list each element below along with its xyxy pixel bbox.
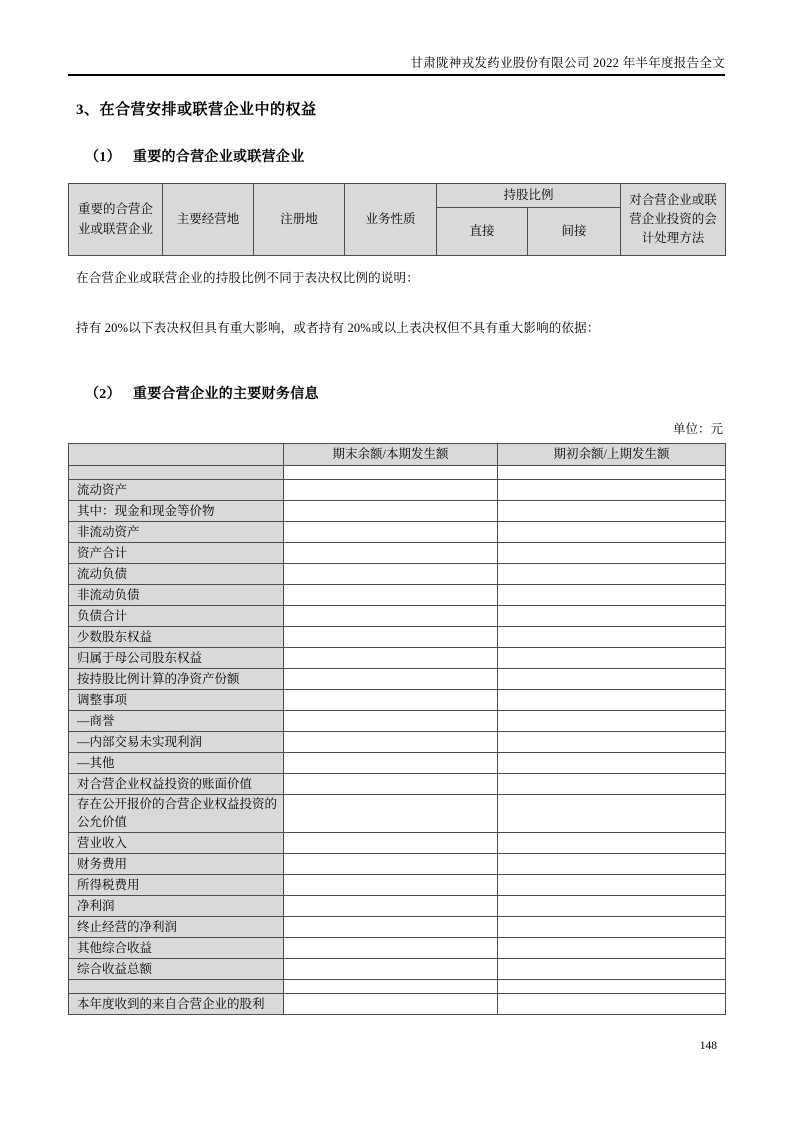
value-cell-prior [498, 774, 726, 795]
value-cell-prior [498, 711, 726, 732]
value-cell-prior [498, 627, 726, 648]
row-label-cell: 对合营企业权益投资的账面价值 [69, 774, 284, 795]
value-cell-prior [498, 480, 726, 501]
table-row [69, 585, 726, 606]
row-label-cell: 存在公开报价的合营企业权益投资的公允价值 [69, 795, 284, 833]
value-cell-prior [498, 980, 726, 994]
row-label-cell: 调整事项 [69, 690, 284, 711]
table-row [69, 522, 726, 543]
value-cell-prior [498, 959, 726, 980]
value-cell-current [284, 648, 498, 669]
row-label-cell: 负债合计 [69, 606, 284, 627]
value-cell-prior [498, 543, 726, 564]
value-cell-prior [498, 994, 726, 1015]
value-cell-prior [498, 522, 726, 543]
value-cell-current [284, 833, 498, 854]
table-row [69, 994, 726, 1015]
section-heading: 3、在合营安排或联营企业中的权益 [76, 102, 317, 118]
row-label-cell: 流动负债 [69, 564, 284, 585]
value-cell-prior [498, 564, 726, 585]
value-cell-current [284, 543, 498, 564]
subsection-1-title: 重要的合营企业或联营企业 [132, 150, 305, 165]
value-cell-current [284, 774, 498, 795]
table-row [69, 627, 726, 648]
row-label-cell: 所得税费用 [69, 875, 284, 896]
value-cell-prior [498, 938, 726, 959]
row-label-cell: 非流动负债 [69, 585, 284, 606]
value-cell-current [284, 917, 498, 938]
value-cell-prior [498, 896, 726, 917]
row-label-cell: 少数股东权益 [69, 627, 284, 648]
value-cell-prior [498, 648, 726, 669]
table-row [69, 854, 726, 875]
table-row [69, 711, 726, 732]
table-row [69, 501, 726, 522]
subsection-1-heading [68, 146, 725, 166]
table-row [69, 480, 726, 501]
col-header-business-nature: 业务性质 [345, 184, 437, 256]
row-label-cell: 综合收益总额 [69, 959, 284, 980]
value-cell-current [284, 854, 498, 875]
page-number: 148 [699, 1040, 717, 1052]
value-cell-prior [498, 833, 726, 854]
financial-info-table [68, 443, 726, 1015]
table-row [69, 795, 726, 833]
value-cell-current [284, 875, 498, 896]
value-cell-current [284, 480, 498, 501]
table-row [69, 959, 726, 980]
col-header-closing-balance: 期末余额/本期发生额 [284, 444, 498, 466]
note-voting-rights: 持有 20%以下表决权但具有重大影响，或者持有 20%或以上表决权但不具有重大影响的依据： [76, 321, 600, 336]
row-label-cell: 其他综合收益 [69, 938, 284, 959]
row-label-cell: 净利润 [69, 896, 284, 917]
value-cell-prior [498, 732, 726, 753]
value-cell-current [284, 938, 498, 959]
row-label-cell [69, 466, 284, 480]
subsection-2-number: （2） [85, 387, 121, 403]
value-cell-prior [498, 753, 726, 774]
table-header-row [69, 444, 726, 466]
row-label-cell: 本年度收到的来自合营企业的股利 [69, 994, 284, 1015]
row-label-cell: —其他 [69, 753, 284, 774]
table-row [69, 774, 726, 795]
row-label-cell: 流动资产 [69, 480, 284, 501]
value-cell-current [284, 795, 498, 833]
value-cell-current [284, 522, 498, 543]
table-row [69, 833, 726, 854]
row-label-cell: 归属于母公司股东权益 [69, 648, 284, 669]
row-label-cell: 按持股比例计算的净资产份额 [69, 669, 284, 690]
value-cell-current [284, 606, 498, 627]
row-label-cell: 非流动资产 [69, 522, 284, 543]
value-cell-prior [498, 501, 726, 522]
subsection-2-title: 重要合营企业的主要财务信息 [132, 387, 319, 403]
table-header-row [69, 184, 726, 208]
table-row [69, 606, 726, 627]
subsection-1-number: （1） [85, 150, 121, 165]
unit-label: 单位：元 [672, 422, 723, 437]
value-cell-prior [498, 917, 726, 938]
value-cell-prior [498, 585, 726, 606]
row-label-cell: 营业收入 [69, 833, 284, 854]
table-row [69, 466, 726, 480]
value-cell-current [284, 994, 498, 1015]
col-header-entity: 重要的合营企业或联营企业 [69, 184, 163, 256]
row-label-cell: 资产合计 [69, 543, 284, 564]
value-cell-prior [498, 854, 726, 875]
value-cell-current [284, 980, 498, 994]
value-cell-current [284, 564, 498, 585]
value-cell-current [284, 690, 498, 711]
value-cell-prior [498, 690, 726, 711]
value-cell-current [284, 466, 498, 480]
page-header-title: 甘肃陇神戎发药业股份有限公司 2022 年半年度报告全文 [410, 56, 725, 70]
table-row [69, 753, 726, 774]
row-label-cell: 其中：现金和现金等价物 [69, 501, 284, 522]
table-row [69, 732, 726, 753]
row-label-cell: —商誉 [69, 711, 284, 732]
value-cell-current [284, 585, 498, 606]
col-header-registered-place: 注册地 [254, 184, 345, 256]
row-label-cell: 终止经营的净利润 [69, 917, 284, 938]
row-label-cell: —内部交易未实现利润 [69, 732, 284, 753]
value-cell-current [284, 753, 498, 774]
value-cell-prior [498, 606, 726, 627]
note-shareholding-ratio: 在合营企业或联营企业的持股比例不同于表决权比例的说明： [76, 271, 419, 286]
value-cell-prior [498, 875, 726, 896]
table-row [69, 543, 726, 564]
col-header-place-of-business: 主要经营地 [163, 184, 254, 256]
table-row [69, 669, 726, 690]
table-row [69, 875, 726, 896]
col-header-direct: 直接 [437, 208, 528, 256]
page-header [68, 0, 725, 71]
value-cell-prior [498, 669, 726, 690]
value-cell-current [284, 627, 498, 648]
table-row [69, 648, 726, 669]
table-row [69, 896, 726, 917]
col-header-opening-balance: 期初余额/上期发生额 [498, 444, 726, 466]
subsection-2-heading [68, 383, 725, 403]
value-cell-prior [498, 466, 726, 480]
col-header-indirect: 间接 [528, 208, 621, 256]
value-cell-prior [498, 795, 726, 833]
table-row [69, 917, 726, 938]
col-header-shareholding-ratio: 持股比例 [437, 184, 621, 208]
value-cell-current [284, 732, 498, 753]
value-cell-current [284, 501, 498, 522]
header-divider [68, 74, 725, 76]
col-header-empty [69, 444, 284, 466]
table-row [69, 938, 726, 959]
table-row [69, 564, 726, 585]
value-cell-current [284, 669, 498, 690]
table-row [69, 690, 726, 711]
joint-venture-table [68, 183, 726, 256]
value-cell-current [284, 711, 498, 732]
row-label-cell [69, 980, 284, 994]
col-header-accounting-method: 对合营企业或联营企业投资的会计处理方法 [621, 184, 726, 256]
value-cell-current [284, 959, 498, 980]
table-row [69, 980, 726, 994]
value-cell-current [284, 896, 498, 917]
row-label-cell: 财务费用 [69, 854, 284, 875]
